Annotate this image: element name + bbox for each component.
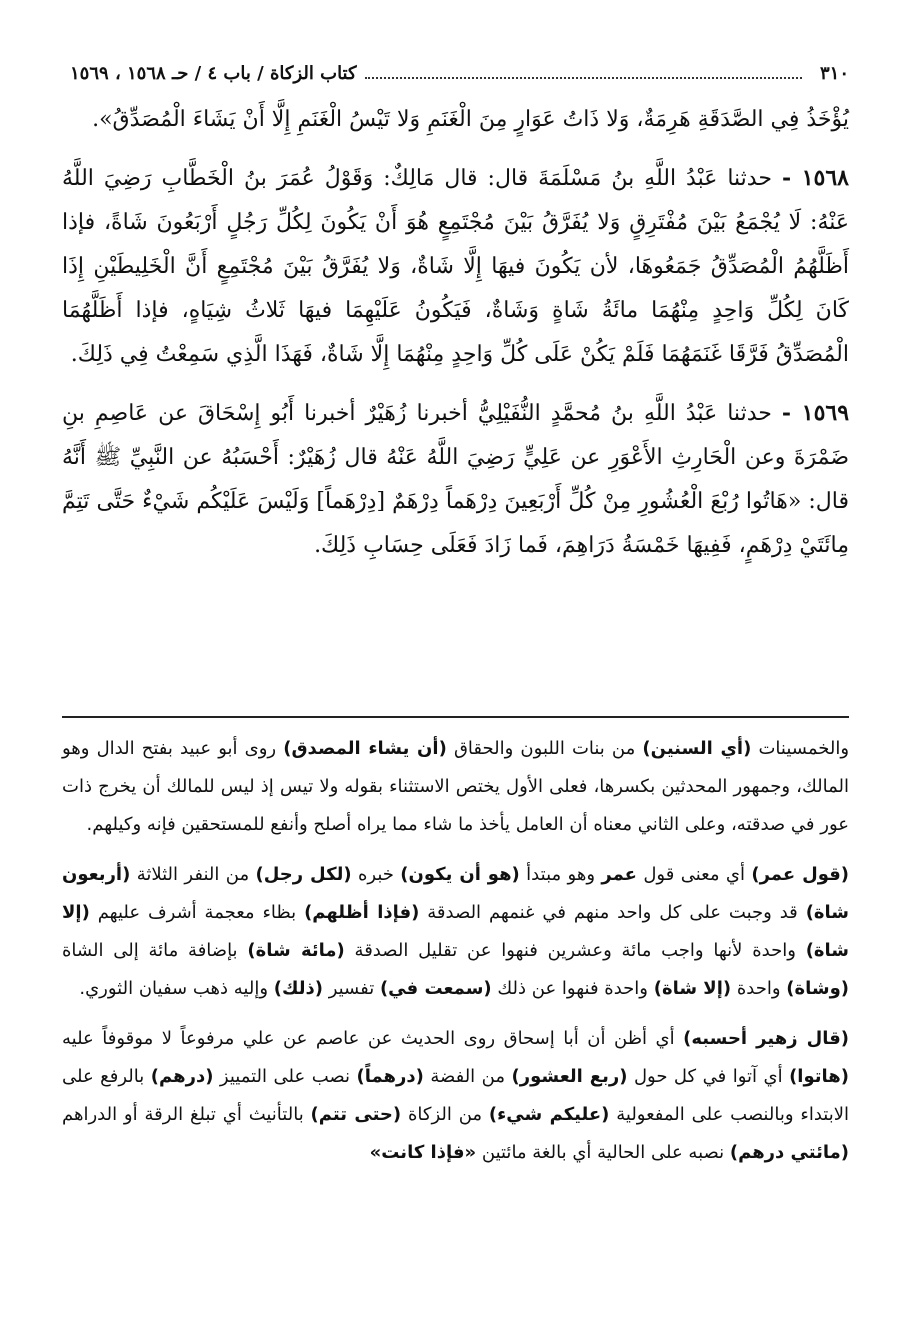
header-dotted-leader — [365, 76, 802, 79]
note-term: (أربعون شاة) — [62, 864, 849, 923]
note-paragraph-2 — [62, 856, 849, 1008]
note-term: (قول عمر) — [751, 864, 849, 885]
note-term: (وشاة) — [786, 978, 849, 999]
note-text: وهو مبتدأ — [519, 864, 602, 885]
note-term: (عليكم شيء) — [488, 1104, 610, 1125]
note-text: من النفر الثلاثة — [130, 864, 256, 885]
note-text: نصب على التمييز — [213, 1066, 357, 1087]
note-text: واحدة — [731, 978, 787, 999]
note-term: (مائتي درهم) — [729, 1142, 849, 1163]
hadith-number: ١٥٦٩ - — [781, 400, 850, 426]
page-header — [70, 56, 849, 90]
page-number: ٣١٠ — [819, 62, 849, 84]
note-term: (ذلك) — [273, 978, 323, 999]
note-term: (إلا شاة) — [62, 902, 849, 961]
note-term: (درهماً) — [356, 1066, 424, 1087]
note-text: وإليه ذهب سفيان الثوري. — [79, 978, 274, 999]
note-text: أي أظن أن أبا إسحاق روى الحديث عن عاصم عن علي مرفوعاً لا موقوفاً عليه — [62, 1028, 684, 1049]
note-text: والخمسينات — [751, 738, 850, 759]
note-term: عمر — [601, 864, 637, 885]
note-text: نصبه على الحالية أي بالغة مائتين — [476, 1142, 730, 1163]
note-term: (سمعت في) — [379, 978, 492, 999]
continuation-paragraph — [62, 98, 849, 142]
note-paragraph-1 — [62, 730, 849, 844]
hadith-1569 — [62, 391, 849, 568]
note-term: (حتى تتم) — [310, 1104, 402, 1125]
note-text: أي معنى قول — [636, 864, 752, 885]
note-text: بظاء معجمة أشرف عليهم — [89, 902, 305, 923]
note-term: (إلا شاة) — [653, 978, 732, 999]
note-term: (هو أن يكون) — [400, 864, 520, 885]
hadith-text: حدثنا عَبْدُ اللَّهِ بنُ مَسْلَمَةَ قال: قال مَالِكٌ: وَقَوْلُ عُمَرَ بنُ الْخَطَّابِ رَضِيَ اللَّهُ عَنْهُ: لَا يُجْمَعُ بَيْنَ مُفْتَرِقٍ وَلا يُفَرَّقُ بَيْنَ مُجْتَمِعٍ هُوَ أَنْ يَكُونَ لِكُلِّ رَجُلٍ أَرْبَعُونَ شَاةً، فإذا أَظَلَّهُمُ الْمُصَدِّقُ جَمَعُوهَا، لأن يَكُونَ فيهَا إِلَّا شَاةٌ، وَلا يُفَرَّقُ بَيْنَ مُجْتَمِعٍ أَنَّ الْخَلِيطَيْنِ إِذَا كَانَ لِكُلِّ وَاحِدٍ مِنْهُمَا مائَةُ شَاةٍ وَشَاةٌ، فَيَكُونُ عَلَيْهِمَا فيهَا ثَلاثُ شِيَاهٍ، فإذا أَظَلَّهُمَا الْمُصَدِّقُ فَرَّقَا غَنَمَهُمَا فَلَمْ يَكُنْ عَلَى كُلِّ وَاحِدٍ مِنْهُمَا إِلَّا شَاةٌ، فَهَذَا الَّذِي سَمِعْتُ فِي ذَلِكَ. — [62, 166, 849, 367]
note-text: بإضافة مائة إلى الشاة — [62, 940, 248, 961]
note-term: (أي السنين) — [642, 738, 752, 759]
note-text: واحدة فنهوا عن ذلك — [491, 978, 654, 999]
hadith-1568 — [62, 156, 849, 377]
note-term: (درهم) — [150, 1066, 214, 1087]
note-paragraph-3 — [62, 1020, 849, 1172]
hadith-number: ١٥٦٨ - — [781, 165, 849, 191]
footnote-divider — [62, 716, 849, 718]
note-term: (فإذا أظلهم) — [304, 902, 420, 923]
main-text — [62, 98, 849, 582]
note-text: قد وجبت على كل واحد منهم في غنمهم الصدقة — [419, 902, 806, 923]
note-term: (ربع العشور) — [511, 1066, 628, 1087]
note-text: من الزكاة — [401, 1104, 489, 1125]
note-text: من الفضة — [423, 1066, 512, 1087]
note-text: من بنات اللبون والحقاق — [446, 738, 643, 759]
continuation-text: يُؤْخَذُ فِي الصَّدَقَةِ هَرِمَةٌ، وَلا ذَاتُ عَوَارٍ مِنَ الْغَنَمِ وَلا تَيْسُ الْغَنَمِ إِلَّا أَنْ يَشَاءَ الْمُصَدِّقُ». — [92, 107, 849, 132]
commentary-notes — [62, 730, 849, 1184]
running-title: كتاب الزكاة / باب ٤ / حـ ١٥٦٨ ، ١٥٦٩ — [70, 62, 357, 84]
note-term: (أن يشاء المصدق) — [283, 738, 447, 759]
note-text: أي آتوا في كل حول — [627, 1066, 790, 1087]
note-term: (هاتوا) — [789, 1066, 849, 1087]
note-term: (قال زهير أحسبه) — [683, 1028, 849, 1049]
note-text: روى أبو عبيد بفتح الدال وهو المالك، وجمهور المحدثين بكسرها، فعلى الأول يختص الاستثناء بقوله ولا تيس إذ ليس للمالك أن يخرج ذات عور في صدقته، وعلى الثاني معناه أن العامل يأخذ ما شاء مما يراه أصلح وأنفع للمستحقين فإنه وكيلهم. — [62, 738, 849, 835]
note-text: خبره — [351, 864, 401, 885]
note-text: بالرفع على الابتداء وبالنصب على المفعولية — [62, 1066, 849, 1125]
note-text: واحدة لأنها واجب مائة وعشرين فنهوا عن تقليل الصدقة — [344, 940, 806, 961]
note-term: (لكل رجل) — [255, 864, 352, 885]
note-text: تفسير — [322, 978, 380, 999]
note-text: بالتأنيث أي تبلغ الرقة أو الدراهم — [62, 1104, 311, 1125]
note-term: (مائة شاة) — [247, 940, 345, 961]
hadith-text: حدثنا عَبْدُ اللَّهِ بنُ مُحمَّدٍ النُّفَيْلِيُّ أخبرنا زُهَيْرٌ أخبرنا أَبُو إِسْحَاقَ عن عَاصِمِ بنِ ضَمْرَةَ وعن الْحَارِثِ الأَعْوَرِ عن عَلِيٍّ رَضِيَ اللَّهُ عَنْهُ قال زُهَيْرٌ: أَحْسَبُهُ عن النَّبِيِّ ﷺ أَنَّهُ قال: «هَاتُوا رُبْعَ الْعُشُورِ مِنْ كُلِّ أَرْبَعِينَ دِرْهَماً دِرْهَمٌ [دِرْهَماً] وَلَيْسَ عَلَيْكُم شَيْءٌ حَتَّى تَتِمَّ مِائَتَيْ دِرْهَمٍ، فَفِيهَا خَمْسَةُ دَرَاهِمَ، فَما زَادَ فَعَلَى حِسَابِ ذَلِكَ. — [62, 401, 849, 558]
note-term: «فإذا كانت» — [369, 1142, 477, 1163]
